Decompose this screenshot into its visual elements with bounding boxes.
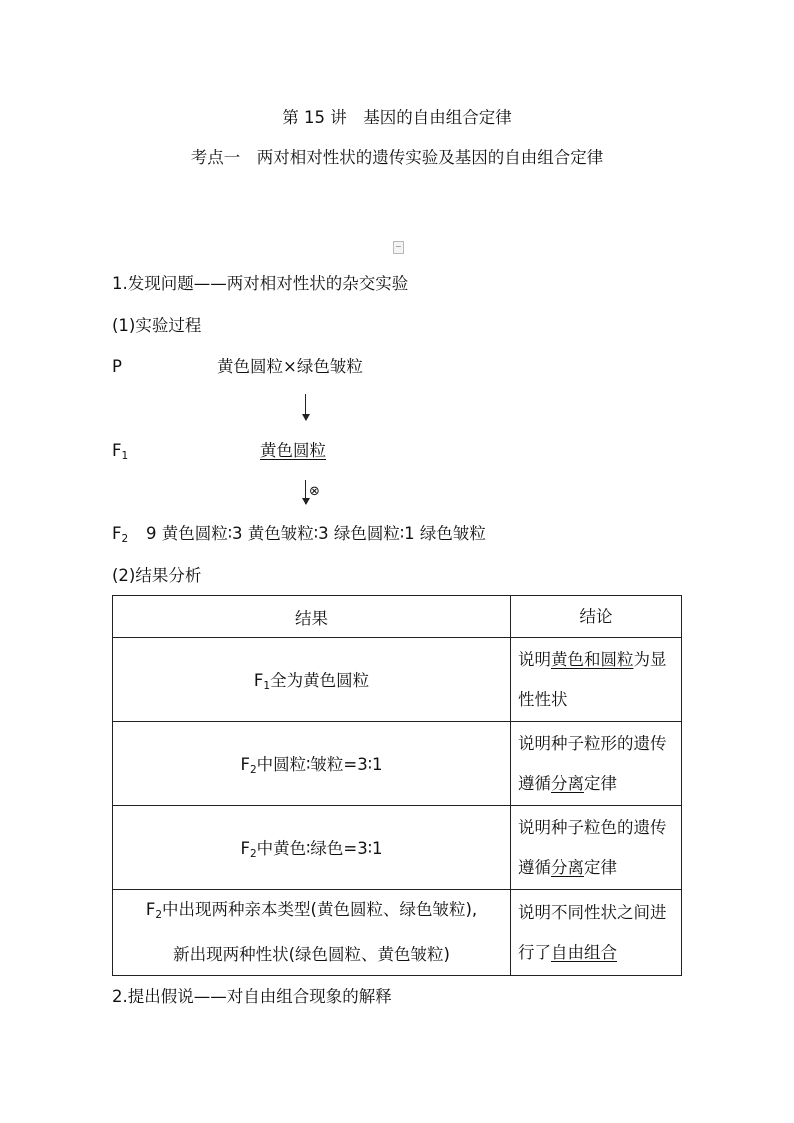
table-row bbox=[113, 890, 682, 976]
down-arrow-icon bbox=[305, 394, 306, 420]
section2-heading: 2.提出假说——对自由组合现象的解释 bbox=[112, 987, 392, 1006]
section1-heading: 1.发现问题——两对相对性状的杂交实验 bbox=[112, 274, 409, 293]
table-header-row bbox=[113, 596, 682, 638]
sub1-heading: (1)实验过程 bbox=[112, 316, 202, 335]
conclusion-cell: 说明种子粒形的遗传遵循分离定律 bbox=[511, 722, 682, 806]
conclusion-cell: 说明种子粒色的遗传遵循分离定律 bbox=[511, 806, 682, 890]
page-title: 第 15 讲 基因的自由组合定律 bbox=[282, 108, 512, 127]
broken-image-icon bbox=[393, 241, 404, 254]
f1-result-text: 黄色圆粒 bbox=[260, 441, 326, 460]
selfing-symbol-icon: ⊗ bbox=[309, 484, 320, 499]
conclusion-cell: 说明黄色和圆粒为显性性状 bbox=[511, 638, 682, 722]
p-label: P bbox=[112, 357, 122, 376]
table-row bbox=[113, 722, 682, 806]
f2-label: $F_2$ bbox=[112, 524, 129, 545]
section-subtitle: 考点一 两对相对性状的遗传实验及基因的自由组合定律 bbox=[190, 148, 604, 167]
table-row bbox=[113, 806, 682, 890]
conclusion-cell: 说明不同性状之间进行了自由组合 bbox=[511, 890, 682, 976]
table-header-conclusion: 结论 bbox=[511, 596, 682, 638]
down-arrow-icon bbox=[305, 480, 306, 504]
result-cell: $F_2$中出现两种亲本类型(黄色圆粒、绿色皱粒), 新出现两种性状(绿色圆粒、黄色皱粒) bbox=[113, 890, 511, 976]
f2-ratio-text: 9 黄色圆粒∶3 黄色皱粒∶3 绿色圆粒∶1 绿色皱粒 bbox=[146, 524, 486, 543]
result-cell: $F_2$中圆粒∶皱粒=3∶1 bbox=[113, 722, 511, 806]
p-cross-text: 黄色圆粒×绿色皱粒 bbox=[217, 357, 363, 376]
table-row bbox=[113, 638, 682, 722]
result-analysis-table bbox=[112, 595, 682, 976]
sub2-heading: (2)结果分析 bbox=[112, 566, 202, 585]
result-cell: $F_2$中黄色∶绿色=3∶1 bbox=[113, 806, 511, 890]
table-header-result: 结果 bbox=[113, 596, 511, 638]
f1-label: $F_1$ bbox=[112, 441, 129, 462]
result-cell: $F_1$全为黄色圆粒 bbox=[113, 638, 511, 722]
